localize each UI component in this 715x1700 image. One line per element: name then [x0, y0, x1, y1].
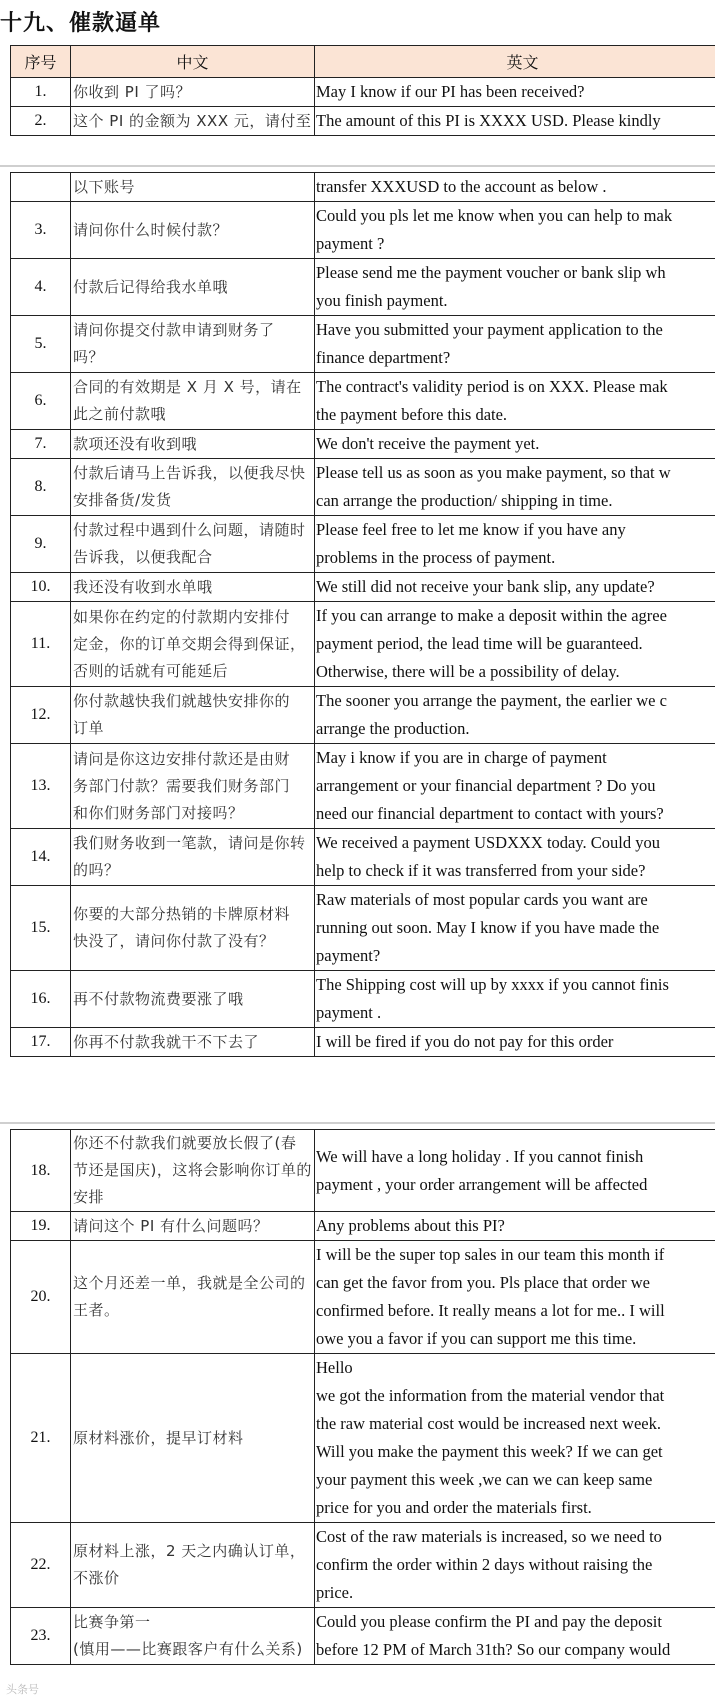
- page-break-line: [0, 165, 715, 167]
- chinese-phrase-line: 和你们财务部门对接吗？: [73, 803, 244, 822]
- english-phrase-cell: [315, 602, 715, 687]
- page-break-line: [0, 1122, 715, 1124]
- row-number-cell: 11.: [11, 602, 71, 687]
- watermark-logo: 头条号: [6, 1683, 39, 1696]
- english-phrase-line: problems in the process of payment.: [316, 548, 556, 567]
- english-phrase-line: The amount of this PI is XXXX USD. Please kindly: [316, 111, 661, 130]
- row-number-cell: 9.: [11, 516, 71, 573]
- table-row: [11, 1354, 715, 1523]
- chinese-phrase-cell: [71, 173, 315, 202]
- english-phrase-line: payment , your order arrangement will be affected: [316, 1174, 648, 1194]
- english-phrase-cell: [315, 1212, 715, 1241]
- page-title: 十九、催款逼单: [0, 11, 162, 36]
- english-phrase-cell: [315, 1028, 715, 1057]
- english-phrase-cell: [315, 744, 715, 829]
- chinese-phrase-cell: [71, 687, 315, 744]
- table-row: [11, 1608, 715, 1665]
- chinese-phrase-line: 订单: [73, 719, 105, 737]
- column-header-no: 序号: [11, 46, 71, 78]
- chinese-phrase-cell: [71, 1523, 315, 1608]
- english-phrase-line: Please feel free to let me know if you have any: [316, 520, 626, 539]
- english-phrase-cell: [315, 78, 715, 107]
- row-number-cell: 19.: [11, 1212, 71, 1241]
- chinese-phrase-line: 告诉我，以便我配合: [73, 548, 213, 566]
- row-number-cell: [11, 173, 71, 202]
- chinese-phrase-line: 定金，你的订单交期会得到保证，: [73, 634, 306, 653]
- column-header-chinese: 中文: [71, 46, 315, 78]
- chinese-phrase-line: 付款过程中遇到什么问题，请随时: [73, 521, 306, 539]
- english-phrase-cell: [315, 971, 715, 1028]
- chinese-phrase-line: 我还没有收到水单哦: [73, 577, 213, 596]
- chinese-phrase-cell: [71, 1212, 315, 1241]
- table-row: [11, 430, 715, 459]
- chinese-phrase-line: 我们财务收到一笔款，请问是你转: [73, 834, 306, 852]
- chinese-phrase-cell: [71, 971, 315, 1028]
- english-phrase-line: need our financial department to contact with yours?: [316, 804, 664, 823]
- english-phrase-line: price for you and order the materials first.: [316, 1498, 592, 1517]
- english-phrase-line: We don't receive the payment yet.: [316, 434, 540, 453]
- english-phrase-cell: [315, 687, 715, 744]
- chinese-phrase-line: 这个 PI 的金额为 XXX 元，请付至: [73, 111, 312, 130]
- chinese-phrase-line: 以下账号: [73, 177, 136, 196]
- table-row: [11, 1241, 715, 1354]
- chinese-phrase-cell: [71, 316, 315, 373]
- english-phrase-cell: [315, 459, 715, 516]
- chinese-phrase-line: 原材料涨价，提早订材料: [73, 1428, 244, 1447]
- table-row: [11, 1212, 715, 1241]
- english-phrase-line: Hello: [316, 1358, 353, 1377]
- english-phrase-cell: [315, 107, 715, 136]
- row-number-cell: 18.: [11, 1130, 71, 1212]
- english-phrase-line: you finish payment.: [316, 291, 448, 310]
- table-row: [11, 202, 715, 259]
- english-phrase-line: can get the favor from you. Pls place that order we: [316, 1273, 651, 1292]
- english-phrase-line: May i know if you are in charge of payment: [316, 748, 607, 767]
- chinese-phrase-line: 安排: [73, 1188, 105, 1206]
- table-row: [11, 1028, 715, 1057]
- row-number-cell: 13.: [11, 744, 71, 829]
- english-phrase-line: Could you please confirm the PI and pay the deposit: [316, 1612, 662, 1631]
- english-phrase-cell: [315, 202, 715, 259]
- chinese-phrase-line: 你再不付款我就干不下去了: [73, 1032, 260, 1051]
- english-phrase-line: We still did not receive your bank slip, any update?: [316, 577, 655, 596]
- table-row: [11, 1523, 715, 1608]
- english-phrase-line: Will you make the payment this week? If we can get: [316, 1442, 663, 1461]
- english-phrase-cell: [315, 1130, 715, 1212]
- english-phrase-line: price.: [316, 1583, 354, 1602]
- table-row: [11, 829, 715, 886]
- row-number-cell: 20.: [11, 1241, 71, 1354]
- row-number-cell: 3.: [11, 202, 71, 259]
- chinese-phrase-line: 此之前付款哦: [73, 405, 167, 423]
- english-phrase-line: Have you submitted your payment application to the: [316, 320, 663, 339]
- english-phrase-line: May I know if our PI has been received?: [316, 82, 585, 101]
- chinese-phrase-line: 的吗？: [73, 861, 120, 879]
- chinese-phrase-line: 务部门付款？需要我们财务部门: [73, 776, 291, 795]
- table-row: [11, 602, 715, 687]
- chinese-phrase-cell: [71, 430, 315, 459]
- english-phrase-line: finance department?: [316, 348, 451, 367]
- english-phrase-line: The contract's validity period is on XXX. Please mak: [316, 377, 668, 396]
- english-phrase-line: arrange the production.: [316, 719, 470, 738]
- english-phrase-line: I will be the super top sales in our team this month if: [316, 1245, 665, 1264]
- english-phrase-line: your payment this week ,we can we can keep same: [316, 1470, 653, 1489]
- chinese-phrase-cell: [71, 78, 315, 107]
- row-number-cell: 22.: [11, 1523, 71, 1608]
- table-row: [11, 573, 715, 602]
- english-phrase-line: Please send me the payment voucher or bank slip wh: [316, 263, 666, 282]
- english-phrase-cell: [315, 886, 715, 971]
- chinese-phrase-cell: [71, 886, 315, 971]
- chinese-phrase-line: 如果你在约定的付款期内安排付: [73, 607, 291, 626]
- english-phrase-line: I will be fired if you do not pay for this order: [316, 1032, 614, 1051]
- table-row: [11, 744, 715, 829]
- english-phrase-line: payment .: [316, 1003, 382, 1022]
- english-phrase-line: The Shipping cost will up by xxxx if you cannot finis: [316, 975, 669, 994]
- table-row: [11, 971, 715, 1028]
- table-row: [11, 459, 715, 516]
- chinese-phrase-line: 比赛争第一: [73, 1613, 151, 1631]
- row-number-cell: 15.: [11, 886, 71, 971]
- english-phrase-line: Could you pls let me know when you can help to mak: [316, 206, 673, 225]
- chinese-phrase-line: 吗？: [73, 348, 105, 366]
- chinese-phrase-cell: [71, 573, 315, 602]
- english-phrase-cell: [315, 316, 715, 373]
- chinese-phrase-line: 安排备货/发货: [73, 491, 172, 509]
- chinese-phrase-cell: [71, 744, 315, 829]
- row-number-cell: 1.: [11, 78, 71, 107]
- english-phrase-line: before 12 PM of March 31th? So our company would: [316, 1640, 671, 1659]
- english-phrase-line: Cost of the raw materials is increased, so we need to: [316, 1527, 662, 1546]
- english-phrase-line: we got the information from the material vendor that: [316, 1386, 665, 1405]
- chinese-phrase-line: 款项还没有收到哦: [73, 434, 198, 453]
- english-phrase-line: If you can arrange to make a deposit within the agree: [316, 606, 667, 625]
- english-phrase-cell: [315, 373, 715, 430]
- chinese-phrase-cell: [71, 259, 315, 316]
- table-header-row: [11, 46, 715, 78]
- english-phrase-line: We received a payment USDXXX today. Could you: [316, 833, 661, 852]
- chinese-phrase-line: 再不付款物流费要涨了哦: [73, 989, 244, 1008]
- row-number-cell: 14.: [11, 829, 71, 886]
- chinese-phrase-line: 请问是你这边安排付款还是由财: [73, 749, 291, 768]
- english-phrase-cell: [315, 573, 715, 602]
- chinese-phrase-cell: [71, 1241, 315, 1354]
- chinese-phrase-cell: [71, 602, 315, 687]
- table-row: [11, 173, 715, 202]
- table-row: [11, 373, 715, 430]
- chinese-phrase-line: 你付款越快我们就越快安排你的: [73, 692, 291, 710]
- english-phrase-line: Raw materials of most popular cards you want are: [316, 890, 648, 909]
- chinese-phrase-line: 付款后记得给我水单哦: [73, 277, 229, 296]
- english-phrase-line: arrangement or your financial department ? Do you: [316, 776, 656, 795]
- english-phrase-line: payment?: [316, 946, 381, 965]
- chinese-phrase-line: 付款后请马上告诉我，以便我尽快: [73, 464, 306, 482]
- table-row: [11, 259, 715, 316]
- english-phrase-cell: [315, 1241, 715, 1354]
- chinese-phrase-line: (慎用——比赛跟客户有什么关系): [73, 1640, 303, 1658]
- table-row: [11, 316, 715, 373]
- chinese-phrase-line: 否则的话就有可能延后: [73, 661, 229, 680]
- row-number-cell: 12.: [11, 687, 71, 744]
- chinese-phrase-line: 你收到 PI 了吗？: [73, 82, 192, 101]
- phrase-table-1: [10, 45, 715, 136]
- english-phrase-cell: [315, 516, 715, 573]
- chinese-phrase-line: 你要的大部分热销的卡牌原材料: [73, 905, 291, 923]
- english-phrase-line: running out soon. May I know if you have made the: [316, 918, 660, 937]
- chinese-phrase-line: 请问这个 PI 有什么问题吗？: [73, 1216, 269, 1235]
- row-number-cell: 2.: [11, 107, 71, 136]
- chinese-phrase-cell: [71, 202, 315, 259]
- english-phrase-cell: [315, 829, 715, 886]
- row-number-cell: 5.: [11, 316, 71, 373]
- table-row: [11, 107, 715, 136]
- row-number-cell: 23.: [11, 1608, 71, 1665]
- chinese-phrase-line: 这个月还差一单，我就是全公司的: [73, 1274, 306, 1292]
- row-number-cell: 8.: [11, 459, 71, 516]
- row-number-cell: 21.: [11, 1354, 71, 1523]
- english-phrase-line: confirm the order within 2 days without raising the: [316, 1555, 653, 1574]
- chinese-phrase-cell: [71, 459, 315, 516]
- column-header-english: 英文: [315, 46, 715, 78]
- chinese-phrase-line: 请问你提交付款申请到财务了: [73, 321, 275, 339]
- chinese-phrase-cell: [71, 373, 315, 430]
- english-phrase-line: The sooner you arrange the payment, the earlier we c: [316, 691, 667, 710]
- chinese-phrase-line: 不涨价: [73, 1569, 120, 1587]
- english-phrase-line: transfer XXXUSD to the account as below .: [316, 177, 607, 196]
- english-phrase-line: confirmed before. It really means a lot for me.. I will: [316, 1301, 665, 1320]
- table-row: [11, 516, 715, 573]
- chinese-phrase-line: 原材料上涨，2 天之内确认订单，: [73, 1542, 306, 1560]
- chinese-phrase-cell: [71, 1608, 315, 1665]
- chinese-phrase-line: 快没了，请问你付款了没有？: [73, 932, 275, 950]
- table-row: [11, 1130, 715, 1212]
- row-number-cell: 7.: [11, 430, 71, 459]
- table-row: [11, 78, 715, 107]
- english-phrase-line: the payment before this date.: [316, 405, 508, 424]
- chinese-phrase-cell: [71, 1028, 315, 1057]
- table-row: [11, 886, 715, 971]
- chinese-phrase-line: 王者。: [73, 1301, 120, 1319]
- chinese-phrase-line: 你还不付款我们就要放长假了(春: [73, 1134, 297, 1152]
- english-phrase-line: help to check if it was transferred from your side?: [316, 861, 646, 880]
- english-phrase-cell: [315, 1608, 715, 1665]
- english-phrase-line: can arrange the production/ shipping in time.: [316, 491, 613, 510]
- phrase-table-2: [10, 172, 715, 1057]
- chinese-phrase-cell: [71, 829, 315, 886]
- chinese-phrase-cell: [71, 1130, 315, 1212]
- chinese-phrase-line: 请问你什么时候付款？: [73, 220, 229, 239]
- english-phrase-line: the raw material cost would be increased next week.: [316, 1414, 661, 1433]
- chinese-phrase-cell: [71, 107, 315, 136]
- chinese-phrase-line: 合同的有效期是 X 月 X 号，请在: [73, 378, 302, 396]
- chinese-phrase-line: 节还是国庆)，这将会影响你订单的: [73, 1161, 312, 1179]
- english-phrase-line: We will have a long holiday . If you cannot finish: [316, 1146, 644, 1166]
- row-number-cell: 17.: [11, 1028, 71, 1057]
- row-number-cell: 16.: [11, 971, 71, 1028]
- chinese-phrase-cell: [71, 1354, 315, 1523]
- row-number-cell: 4.: [11, 259, 71, 316]
- english-phrase-line: Please tell us as soon as you make payment, so that w: [316, 463, 671, 482]
- english-phrase-line: Otherwise, there will be a possibility of delay.: [316, 662, 620, 681]
- english-phrase-cell: [315, 1523, 715, 1608]
- english-phrase-cell: [315, 173, 715, 202]
- english-phrase-cell: [315, 259, 715, 316]
- english-phrase-cell: [315, 430, 715, 459]
- phrase-table-3: [10, 1129, 715, 1665]
- english-phrase-cell: [315, 1354, 715, 1523]
- english-phrase-line: owe you a favor if you can support me this time.: [316, 1329, 637, 1348]
- table-row: [11, 687, 715, 744]
- chinese-phrase-cell: [71, 516, 315, 573]
- row-number-cell: 10.: [11, 573, 71, 602]
- english-phrase-line: payment ?: [316, 234, 385, 253]
- english-phrase-line: payment period, the lead time will be guaranteed.: [316, 634, 643, 653]
- english-phrase-line: Any problems about this PI?: [316, 1216, 505, 1235]
- row-number-cell: 6.: [11, 373, 71, 430]
